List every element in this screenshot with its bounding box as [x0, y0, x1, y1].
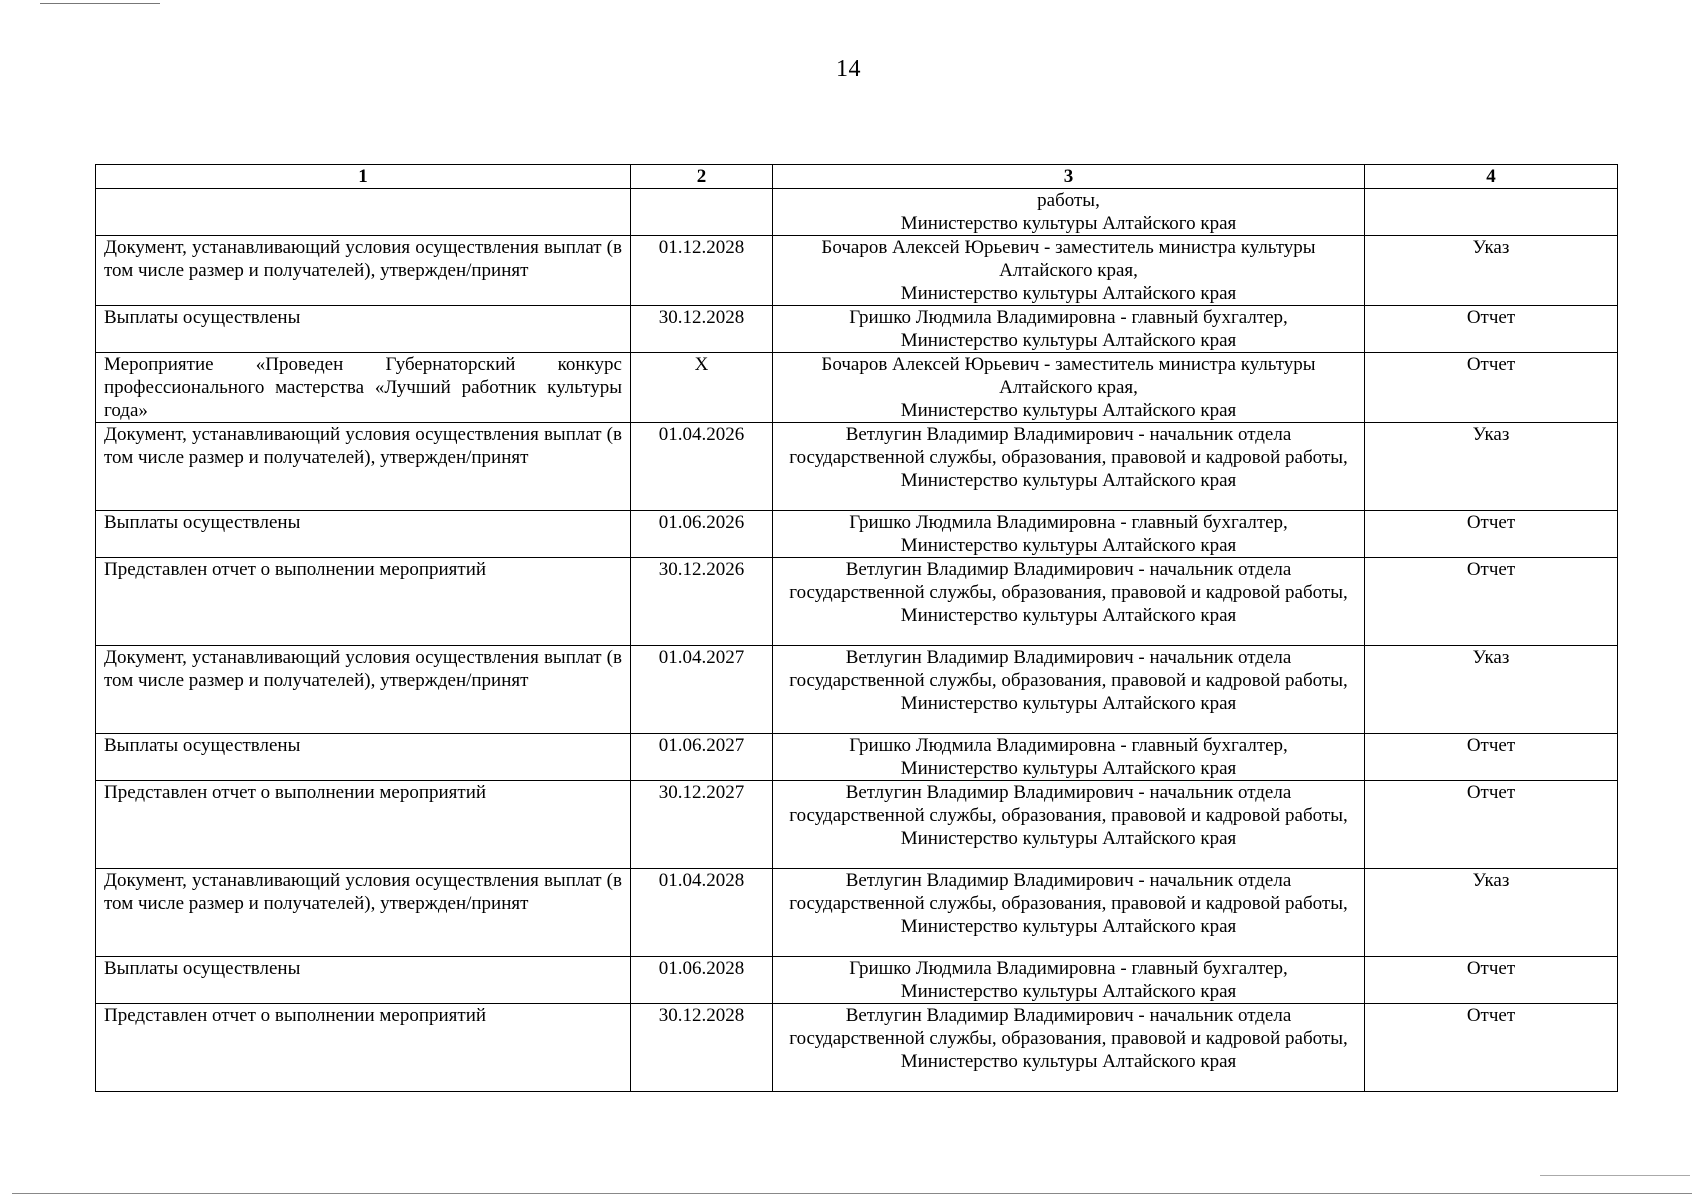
responsible-organization: Министерство культуры Алтайского края	[900, 213, 1237, 234]
table-row	[96, 781, 1618, 869]
cell-responsible	[773, 189, 1365, 236]
cell-description	[96, 189, 631, 236]
table-row	[96, 353, 1618, 423]
responsible-person: Гришко Людмила Владимировна - главный бухгалтер,	[849, 307, 1288, 328]
column-header-1: 1	[96, 165, 631, 189]
table-row	[96, 1004, 1618, 1092]
cell-document-type: Отчет	[1365, 558, 1618, 646]
column-header-2: 2	[631, 165, 773, 189]
responsible-person: Гришко Людмила Владимировна - главный бухгалтер,	[849, 735, 1288, 756]
cell-description: Представлен отчет о выполнении мероприятий	[96, 1004, 631, 1092]
responsible-person: Гришко Людмила Владимировна - главный бухгалтер,	[849, 512, 1288, 533]
cell-responsible	[773, 1004, 1365, 1092]
responsible-organization: Министерство культуры Алтайского края	[900, 330, 1237, 351]
responsible-organization: Министерство культуры Алтайского края	[900, 758, 1237, 779]
cell-document-type: Указ	[1365, 646, 1618, 734]
cell-date: 30.12.2027	[631, 781, 773, 869]
cell-description: Мероприятие «Проведен Губернаторский конкурс профессионального мастерства «Лучший работник культуры года»	[96, 353, 631, 423]
cell-document-type: Указ	[1365, 869, 1618, 957]
cell-date: X	[631, 353, 773, 423]
cell-date: 01.04.2028	[631, 869, 773, 957]
cell-responsible	[773, 511, 1365, 558]
table-row	[96, 189, 1618, 236]
cell-date: 01.06.2027	[631, 734, 773, 781]
cell-date: 01.06.2028	[631, 957, 773, 1004]
table-row	[96, 236, 1618, 306]
cell-description: Выплаты осуществлены	[96, 511, 631, 558]
cell-document-type: Отчет	[1365, 781, 1618, 869]
cell-responsible	[773, 646, 1365, 734]
cell-date: 30.12.2026	[631, 558, 773, 646]
cell-responsible	[773, 353, 1365, 423]
cell-date: 01.06.2026	[631, 511, 773, 558]
cell-date: 30.12.2028	[631, 1004, 773, 1092]
responsible-organization: Министерство культуры Алтайского края	[900, 828, 1237, 849]
cell-date: 01.12.2028	[631, 236, 773, 306]
cell-responsible	[773, 423, 1365, 511]
responsible-organization: Министерство культуры Алтайского края	[900, 693, 1237, 714]
responsible-organization: Министерство культуры Алтайского края	[900, 283, 1237, 304]
responsible-person: Ветлугин Владимир Владимирович - начальник отдела государственной службы, образования, правовой и кадровой работы,	[789, 647, 1348, 691]
cell-document-type: Отчет	[1365, 1004, 1618, 1092]
responsible-organization: Министерство культуры Алтайского края	[900, 470, 1237, 491]
responsible-person: Ветлугин Владимир Владимирович - начальник отдела государственной службы, образования, правовой и кадровой работы,	[789, 559, 1348, 603]
table-row	[96, 558, 1618, 646]
cell-responsible	[773, 869, 1365, 957]
table-row	[96, 511, 1618, 558]
cell-document-type: Отчет	[1365, 957, 1618, 1004]
cell-responsible	[773, 734, 1365, 781]
table-row	[96, 869, 1618, 957]
column-header-3: 3	[773, 165, 1365, 189]
responsible-person: Ветлугин Владимир Владимирович - начальник отдела государственной службы, образования, правовой и кадровой работы,	[789, 424, 1348, 468]
scan-artifact-top	[40, 3, 160, 4]
table-row	[96, 734, 1618, 781]
responsible-organization: Министерство культуры Алтайского края	[900, 400, 1237, 421]
cell-date: 01.04.2027	[631, 646, 773, 734]
cell-description: Документ, устанавливающий условия осуществления выплат (в том числе размер и получателей), утвержден/принят	[96, 646, 631, 734]
cell-document-type: Указ	[1365, 236, 1618, 306]
scan-artifact-bottom	[12, 1193, 1692, 1194]
table-header-row	[96, 165, 1618, 189]
responsible-organization: Министерство культуры Алтайского края	[900, 1051, 1237, 1072]
responsible-organization: Министерство культуры Алтайского края	[900, 916, 1237, 937]
cell-document-type: Указ	[1365, 423, 1618, 511]
responsible-organization: Министерство культуры Алтайского края	[900, 605, 1237, 626]
cell-responsible	[773, 558, 1365, 646]
cell-description: Представлен отчет о выполнении мероприятий	[96, 558, 631, 646]
cell-description: Выплаты осуществлены	[96, 734, 631, 781]
cell-date: 01.04.2026	[631, 423, 773, 511]
cell-description: Документ, устанавливающий условия осуществления выплат (в том числе размер и получателей), утвержден/принят	[96, 869, 631, 957]
cell-document-type	[1365, 189, 1618, 236]
table-row	[96, 306, 1618, 353]
cell-description: Документ, устанавливающий условия осуществления выплат (в том числе размер и получателей), утвержден/принят	[96, 423, 631, 511]
table-row	[96, 423, 1618, 511]
scan-artifact-right	[1540, 1175, 1690, 1176]
cell-document-type: Отчет	[1365, 511, 1618, 558]
cell-document-type: Отчет	[1365, 353, 1618, 423]
plan-table	[95, 164, 1618, 1092]
page-number: 14	[836, 56, 861, 82]
responsible-person: Ветлугин Владимир Владимирович - начальник отдела государственной службы, образования, правовой и кадровой работы,	[789, 782, 1348, 826]
cell-description: Документ, устанавливающий условия осуществления выплат (в том числе размер и получателей), утвержден/принят	[96, 236, 631, 306]
responsible-organization: Министерство культуры Алтайского края	[900, 981, 1237, 1002]
responsible-person: Бочаров Алексей Юрьевич - заместитель министра культуры Алтайского края,	[821, 354, 1316, 398]
responsible-person: Бочаров Алексей Юрьевич - заместитель министра культуры Алтайского края,	[821, 237, 1316, 281]
cell-date	[631, 189, 773, 236]
cell-document-type: Отчет	[1365, 734, 1618, 781]
cell-document-type: Отчет	[1365, 306, 1618, 353]
cell-responsible	[773, 236, 1365, 306]
responsible-person: Ветлугин Владимир Владимирович - начальник отдела государственной службы, образования, правовой и кадровой работы,	[789, 870, 1348, 914]
cell-date: 30.12.2028	[631, 306, 773, 353]
cell-description: Выплаты осуществлены	[96, 306, 631, 353]
cell-description: Выплаты осуществлены	[96, 957, 631, 1004]
cell-description: Представлен отчет о выполнении мероприятий	[96, 781, 631, 869]
cell-responsible	[773, 781, 1365, 869]
cell-responsible	[773, 306, 1365, 353]
responsible-person: Ветлугин Владимир Владимирович - начальник отдела государственной службы, образования, правовой и кадровой работы,	[789, 1005, 1348, 1049]
responsible-organization: Министерство культуры Алтайского края	[900, 535, 1237, 556]
table-row	[96, 646, 1618, 734]
table-body	[96, 189, 1618, 1092]
column-header-4: 4	[1365, 165, 1618, 189]
cell-responsible	[773, 957, 1365, 1004]
responsible-person: Гришко Людмила Владимировна - главный бухгалтер,	[849, 958, 1288, 979]
responsible-person: работы,	[1037, 190, 1100, 211]
table-row	[96, 957, 1618, 1004]
